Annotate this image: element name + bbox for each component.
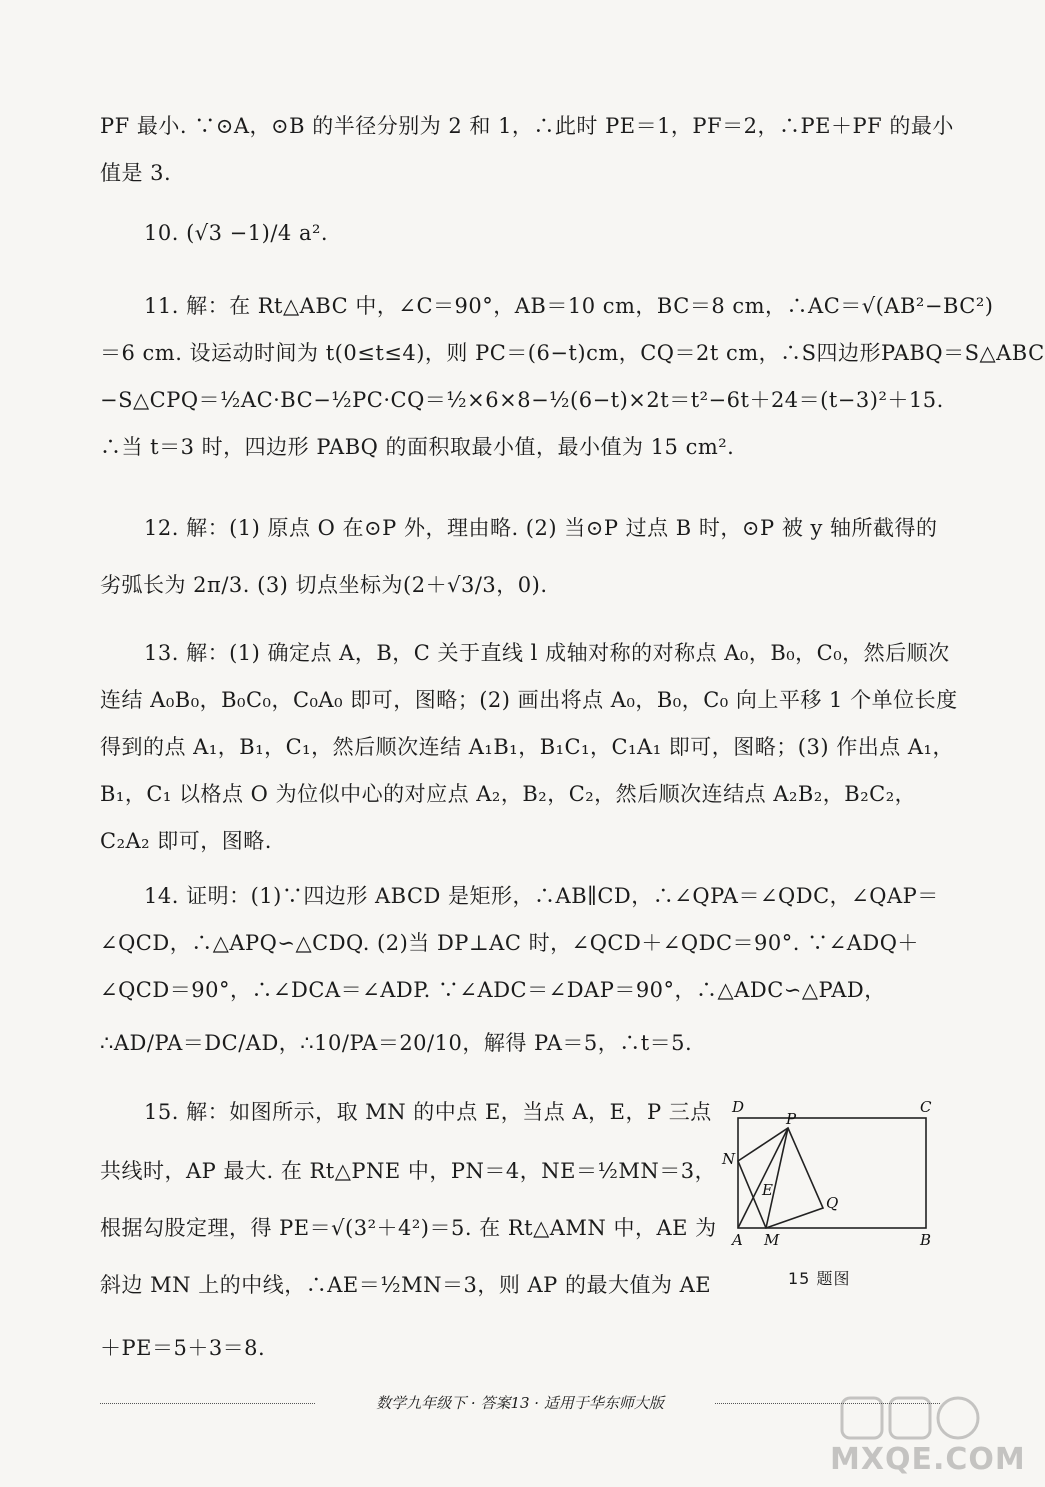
watermark-mark [830, 1390, 990, 1450]
label-c: C [920, 1098, 932, 1116]
paragraph-q9-continued [100, 103, 954, 197]
text-line: ∴AD/PA＝DC/AD，∴10/PA＝20/10，解得 PA＝5，∴t＝5. [100, 1031, 693, 1055]
text-line: 根据勾股定理，得 PE＝√(3²＋4²)＝5. 在 Rt△AMN 中，AE 为 [100, 1216, 717, 1240]
text-line: 11. 解：在 Rt△ABC 中，∠C＝90°，AB＝10 cm，BC＝8 cm，∴AC＝√(AB²−BC²) [144, 294, 994, 318]
text-line: ∴当 t＝3 时，四边形 PABQ 的面积取最小值，最小值为 15 cm². [100, 435, 735, 459]
text-line: PF 最小. ∵⊙A，⊙B 的半径分别为 2 和 1，∴此时 PE＝1，PF＝2，∴PE＋PF 的最小 [100, 114, 954, 138]
label-e: E [762, 1181, 773, 1199]
text-line: 连结 A₀B₀，B₀C₀，C₀A₀ 即可，图略；(2) 画出将点 A₀，B₀，C₀ 向上平移 1 个单位长度 [100, 688, 958, 712]
text-line: ∠QCD，∴△APQ∽△CDQ. (2)当 DP⊥AC 时，∠QCD＋∠QDC＝90°. ∵∠ADQ＋ [100, 931, 919, 955]
footer-text: 数学九年级下 · 答案13 · 适用于华东师大版 [366, 1394, 674, 1412]
label-n: N [722, 1150, 736, 1168]
text-line: 14. 证明：(1)∵四边形 ABCD 是矩形，∴AB∥CD，∴∠QPA＝∠QDC，∠QAP＝ [144, 884, 939, 908]
watermark-text: MXQE.COM [830, 1442, 1026, 1477]
figure-q15 [722, 1098, 940, 1298]
text-line: 得到的点 A₁，B₁，C₁，然后顺次连结 A₁B₁，B₁C₁，C₁A₁ 即可，图略；(3) 作出点 A₁， [100, 735, 954, 759]
paragraph-q15 [100, 1090, 717, 1372]
text-line: 15. 解：如图所示，取 MN 的中点 E，当点 A，E，P 三点 [144, 1100, 712, 1124]
paragraph-q12 [100, 505, 945, 609]
text-line: C₂A₂ 即可，图略. [100, 829, 272, 853]
paragraph-q14 [100, 873, 945, 1067]
text-line: 值是 3. [100, 161, 172, 185]
figure-caption: 15 题图 [788, 1269, 851, 1288]
label-q: Q [826, 1194, 839, 1212]
label-p: P [786, 1110, 797, 1128]
text-line: 共线时，AP 最大. 在 Rt△PNE 中，PN＝4，NE＝½MN＝3， [100, 1159, 717, 1183]
text-line: ＋PE＝5＋3＝8. [100, 1336, 266, 1360]
text-line: B₁，C₁ 以格点 O 为位似中心的对应点 A₂，B₂，C₂，然后顺次连结点 A₂B₂，B₂C₂， [100, 782, 917, 806]
paragraph-q10 [100, 210, 945, 257]
text-line: ∠QCD＝90°，∴∠DCA＝∠ADP. ∵∠ADC＝∠DAP＝90°，∴△ADC∽△PAD， [100, 978, 886, 1002]
geometry-diagram [722, 1098, 940, 1258]
text-line: −S△CPQ＝½AC·BC−½PC·CQ＝½×6×8−½(6−t)×2t＝t²−6t＋24＝(t−3)²＋15. [100, 388, 944, 412]
text-line: 12. 解：(1) 原点 O 在⊙P 外，理由略. (2) 当⊙P 过点 B 时，⊙P 被 y 轴所截得的 [144, 516, 938, 540]
text-line: 斜边 MN 上的中线，∴AE＝½MN＝3，则 AP 的最大值为 AE [100, 1273, 712, 1297]
text-line: 10. (√3 −1)/4 a². [144, 221, 329, 245]
page-footer [100, 1388, 940, 1418]
footer-rule-left [100, 1403, 315, 1404]
text-line: 劣弧长为 2π/3. (3) 切点坐标为(2＋√3/3，0). [100, 573, 548, 597]
paragraph-q11 [100, 283, 1045, 471]
label-m: M [764, 1231, 780, 1249]
text-line: 13. 解：(1) 确定点 A，B，C 关于直线 l 成轴对称的对称点 A₀，B₀，C₀，然后顺次 [144, 641, 950, 665]
text-line: ＝6 cm. 设运动时间为 t(0≤t≤4)，则 PC＝(6−t)cm，CQ＝2t cm，∴S四边形PABQ＝S△ABC [100, 341, 1045, 365]
label-b: B [920, 1231, 932, 1249]
label-d: D [732, 1098, 745, 1116]
watermark-logo [830, 1390, 1026, 1480]
label-a: A [732, 1231, 743, 1249]
segment-pm [766, 1128, 788, 1228]
paragraph-q13 [100, 630, 958, 865]
